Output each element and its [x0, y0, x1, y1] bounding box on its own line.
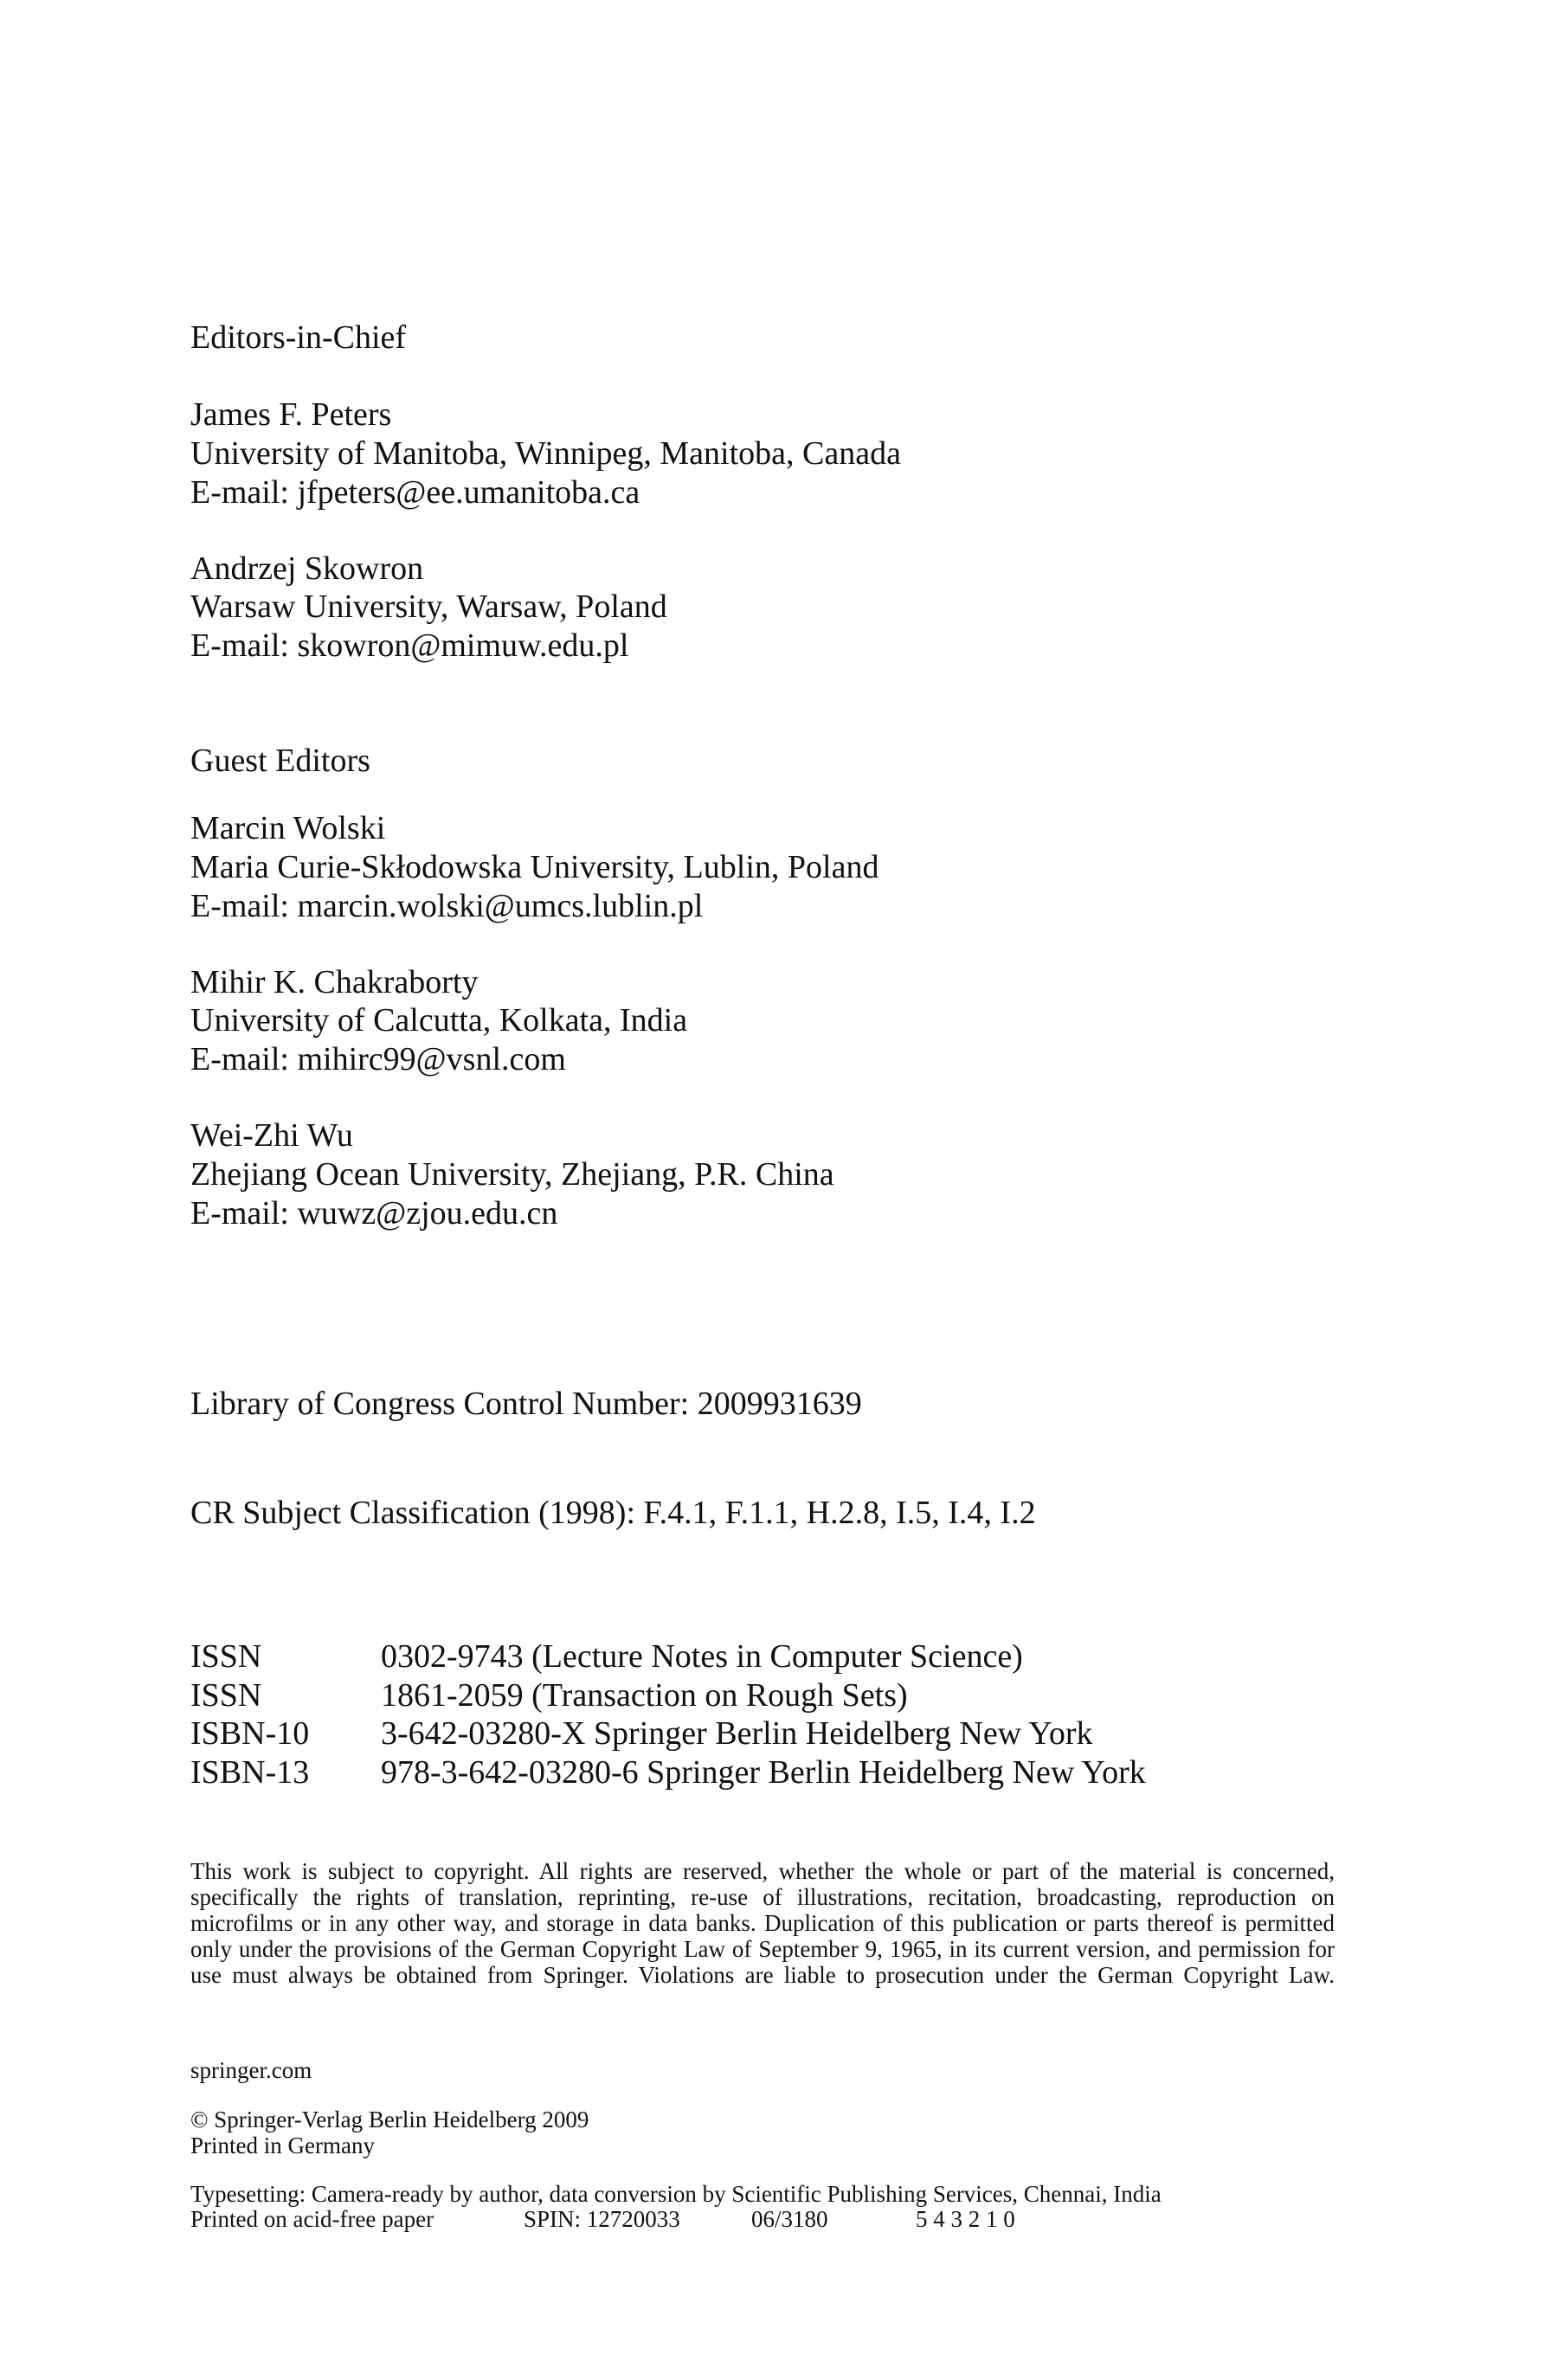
guest-editor-email: E-mail: mihirc99@vsnl.com [190, 1041, 566, 1077]
guest-editor-email: E-mail: wuwz@zjou.edu.cn [190, 1195, 558, 1232]
editor-email: E-mail: skowron@mimuw.edu.pl [190, 627, 629, 664]
guest-editor-email: E-mail: marcin.wolski@umcs.lublin.pl [190, 888, 704, 924]
guest-editor-affiliation: Zhejiang Ocean University, Zhejiang, P.R. China [190, 1156, 834, 1193]
isbn-13-value: 978-3-642-03280-6 Springer Berlin Heidelberg New York [381, 1754, 1146, 1791]
publisher-website: springer.com [190, 2057, 312, 2083]
isbn-13-label: ISBN-13 [190, 1754, 310, 1791]
isbn-10-label: ISBN-10 [190, 1715, 310, 1752]
typesetting-note: Typesetting: Camera-ready by author, data conversion by Scientific Publishing Services, Chennai, India [190, 2181, 1162, 2207]
guest-editor-name: Wei-Zhi Wu [190, 1117, 353, 1154]
editors-in-chief-heading: Editors-in-Chief [190, 319, 407, 356]
library-of-congress-number: Library of Congress Control Number: 2009931639 [190, 1386, 862, 1422]
editor-email: E-mail: jfpeters@ee.umanitoba.ca [190, 474, 640, 511]
editor-name: James F. Peters [190, 396, 392, 433]
editor-affiliation: Warsaw University, Warsaw, Poland [190, 589, 667, 625]
print-run: 5 4 3 2 1 0 [916, 2206, 1015, 2232]
cr-subject-classification: CR Subject Classification (1998): F.4.1, F.1.1, H.2.8, I.5, I.4, I.2 [190, 1495, 1036, 1531]
guest-editor-name: Marcin Wolski [190, 810, 386, 846]
editor-affiliation: University of Manitoba, Winnipeg, Manitoba, Canada [190, 435, 901, 472]
guest-editor-affiliation: Maria Curie-Skłodowska University, Lublin, Poland [190, 849, 879, 885]
issn-label: ISSN [190, 1638, 262, 1675]
print-code: 06/3180 [751, 2206, 828, 2232]
guest-editor-name: Mihir K. Chakraborty [190, 964, 479, 1000]
issn-label: ISSN [190, 1677, 262, 1714]
copyright-line: © Springer-Verlag Berlin Heidelberg 2009 [190, 2107, 589, 2132]
printed-in: Printed in Germany [190, 2132, 375, 2158]
editor-name: Andrzej Skowron [190, 550, 424, 587]
guest-editors-heading: Guest Editors [190, 743, 370, 779]
isbn-10-value: 3-642-03280-X Springer Berlin Heidelberg New York [381, 1715, 1093, 1752]
issn-value: 1861-2059 (Transaction on Rough Sets) [381, 1677, 908, 1714]
copyright-notice: This work is subject to copyright. All rights are reserved, whether the whole or part of the material is concerned, specifically the rights of translation, reprinting, re-use of illustrations, recitation, broadcasting, reproduction on microfilms or in any other way, and storage in data banks. Duplication of this publication or parts thereof is permitted only under the provisions of the German Copyright Law of September 9, 1965, in its current version, and permission for use must always be obtained from Springer. Violations are liable to prosecution under the German Copyright Law. [190, 1858, 1335, 1988]
issn-value: 0302-9743 (Lecture Notes in Computer Science) [381, 1638, 1023, 1675]
spin-number: SPIN: 12720033 [524, 2206, 680, 2232]
guest-editor-affiliation: University of Calcutta, Kolkata, India [190, 1002, 688, 1039]
paper-note: Printed on acid-free paper [190, 2206, 434, 2232]
